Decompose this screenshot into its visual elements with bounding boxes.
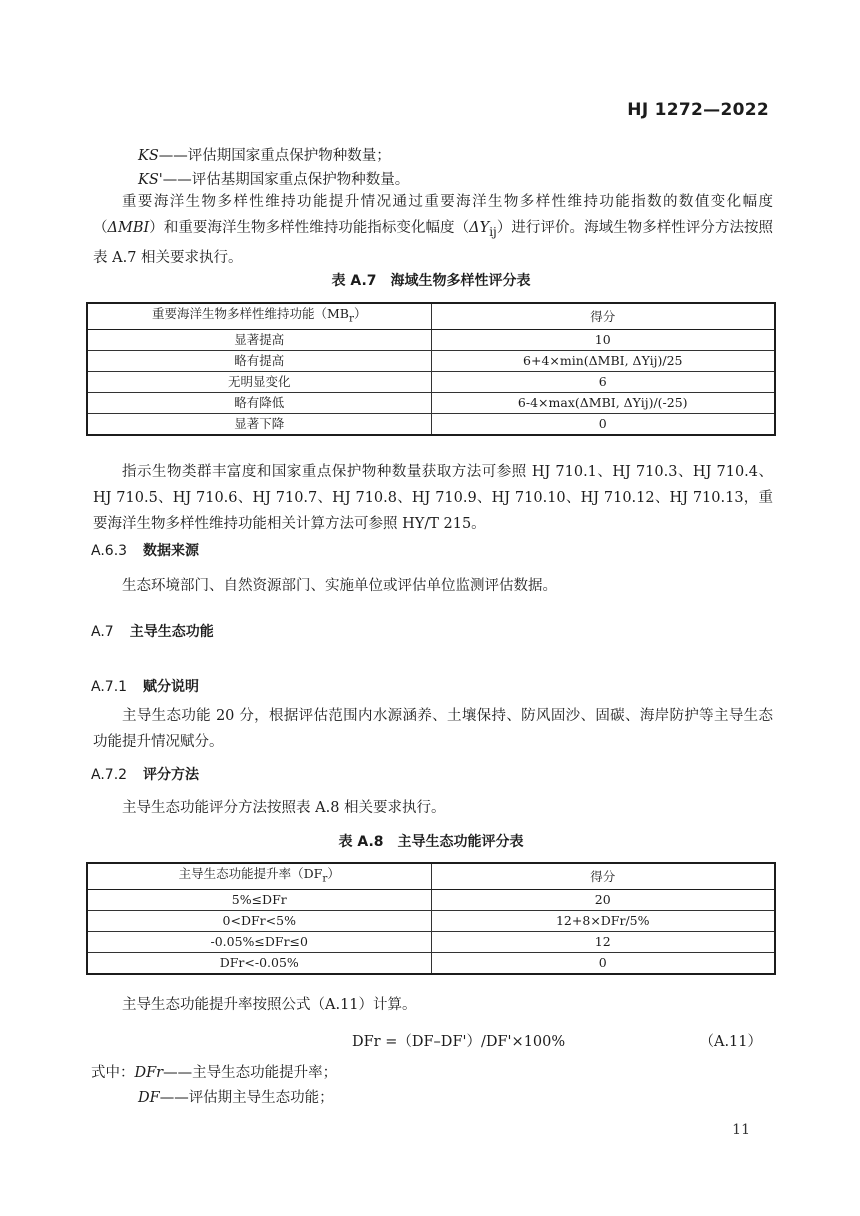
dash: —— — [159, 1090, 189, 1106]
section-number: A.7.1 — [91, 679, 128, 695]
row-score: 12 — [431, 931, 775, 952]
paragraph-mbi-evaluation — [93, 189, 773, 271]
table-row — [87, 931, 775, 952]
symbol-delta-y: ΔY — [469, 220, 490, 236]
table-row — [87, 329, 775, 350]
row-score: 10 — [431, 329, 775, 350]
row-score: 6 — [431, 371, 775, 392]
section-title: 主导生态功能 — [129, 624, 214, 640]
table-a7 — [86, 302, 776, 436]
row-score: 12+8×DFr/5% — [431, 910, 775, 931]
header-cell-score: 得分 — [431, 863, 775, 889]
definition-text: 评估期国家重点保护物种数量； — [187, 148, 391, 164]
table-row — [87, 889, 775, 910]
table-row — [87, 952, 775, 974]
header-cell-function: 重要海洋生物多样性维持功能$(MB_r)$ — [87, 303, 431, 329]
table-a8-caption — [86, 831, 776, 851]
formula-number: （A.11） — [699, 1034, 762, 1050]
section-title: 赋分说明 — [143, 679, 200, 695]
row-label: 0<DFr<5% — [87, 910, 431, 931]
row-label: 略有提高 — [87, 350, 431, 371]
definition-text: 评估期主导生态功能； — [188, 1090, 334, 1106]
row-label: 显著下降 — [87, 413, 431, 435]
dash: —— — [162, 172, 192, 188]
table-row — [87, 371, 775, 392]
definition-dfr — [91, 1063, 337, 1083]
symbol: KS' — [138, 172, 163, 188]
table-a7-caption — [86, 270, 776, 290]
table-row — [87, 413, 775, 435]
row-label: 无明显变化 — [87, 371, 431, 392]
standard-code: HJ 1272—2022 — [627, 100, 769, 120]
caption-id: 表 A.8 — [338, 834, 384, 850]
text: ）和重要海洋生物多样性维持功能指标变化幅度（ — [149, 220, 470, 236]
section-title: 评分方法 — [143, 767, 200, 783]
subscript: ij — [489, 224, 497, 239]
caption-title: 主导生态功能评分表 — [397, 834, 524, 850]
dash: —— — [163, 1065, 193, 1081]
row-score: 0 — [431, 952, 775, 974]
paragraph-a71: 主导生态功能 20 分，根据评估范围内水源涵养、土壤保持、防风固沙、固碳、海岸防护等主导生态功能提升情况赋分。 — [93, 708, 773, 750]
paragraph-data-source: 生态环境部门、自然资源部门、实施单位或评估单位监测评估数据。 — [122, 578, 557, 594]
row-score: 20 — [431, 889, 775, 910]
definition-text: 主导生态功能提升率； — [192, 1065, 338, 1081]
text: ）进行评价。海域生物多样性评分方法按照表 A.7 相关要求执行。 — [93, 220, 774, 266]
section-heading-a7 — [91, 621, 214, 641]
section-heading-a72 — [91, 764, 199, 784]
formula-a11: DFr =（DF–DF'）/DF'×100% — [352, 1034, 566, 1050]
definition-df — [138, 1088, 334, 1108]
caption-title: 海域生物多样性评分表 — [390, 273, 531, 289]
paragraph-formula-intro: 主导生态功能提升率按照公式（A.11）计算。 — [122, 997, 417, 1013]
row-label: 显著提高 — [87, 329, 431, 350]
paragraph-references: 指示生物类群丰富度和国家重点保护物种数量获取方法可参照 HJ 710.1、HJ 710.3、HJ 710.4、HJ 710.5、HJ 710.6、HJ 710.7、HJ 710.8、HJ 710.9、HJ 710.10、HJ 710.12、HJ 710.13，重要海洋生物多样性维持功能相关计算方法可参照 HY/T 215。 — [93, 464, 773, 532]
section-number: A.6.3 — [91, 543, 128, 559]
table-header-row — [87, 863, 775, 889]
symbol: KS — [138, 148, 159, 164]
row-score: 6+4×min(ΔMBI, ΔYij)/25 — [431, 350, 775, 371]
row-label: 略有降低 — [87, 392, 431, 413]
table-header-row — [87, 303, 775, 329]
definition-ks-base — [138, 170, 409, 190]
prefix: 式中： — [91, 1065, 135, 1081]
caption-id: 表 A.7 — [331, 273, 377, 289]
section-heading-a71 — [91, 676, 199, 696]
row-score: 0 — [431, 413, 775, 435]
text: 重要海洋生物多样性维持功能提升情况通过重要海洋生物多样性维持功能指数的数值变化幅度（ — [93, 194, 773, 236]
symbol-delta-mbi: ΔMBI — [107, 220, 150, 236]
symbol: DF — [138, 1090, 160, 1106]
section-number: A.7 — [91, 624, 114, 640]
paragraph-a72: 主导生态功能评分方法按照表 A.8 相关要求执行。 — [122, 800, 446, 816]
table-row — [87, 910, 775, 931]
symbol: DFr — [134, 1065, 164, 1081]
section-title: 数据来源 — [143, 543, 200, 559]
row-label: -0.05%≤DFr≤0 — [87, 931, 431, 952]
definition-ks — [138, 146, 391, 166]
table-row — [87, 350, 775, 371]
row-score: 6-4×max(ΔMBI, ΔYij)/(-25) — [431, 392, 775, 413]
definition-text: 评估基期国家重点保护物种数量。 — [191, 172, 410, 188]
row-label: 5%≤DFr — [87, 889, 431, 910]
table-a8 — [86, 862, 776, 975]
dash: —— — [158, 148, 188, 164]
section-number: A.7.2 — [91, 767, 128, 783]
page-number: 11 — [732, 1122, 750, 1138]
row-label: DFr<-0.05% — [87, 952, 431, 974]
header-cell-rate: 主导生态功能提升率$(DF_r)$ — [87, 863, 431, 889]
section-heading-a63 — [91, 540, 199, 560]
header-cell-score: 得分 — [431, 303, 775, 329]
table-row — [87, 392, 775, 413]
